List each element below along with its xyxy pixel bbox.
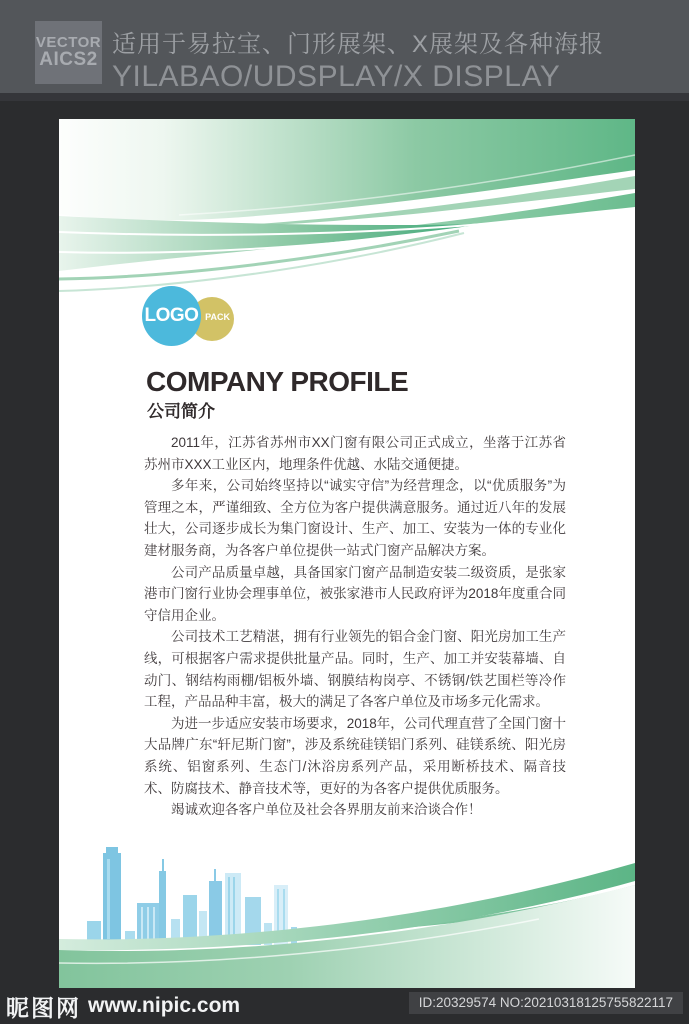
header-title-chinese: 适用于易拉宝、门形展架、X展架及各种海报 xyxy=(112,31,605,58)
header-text-block xyxy=(112,24,604,94)
paragraph: 公司产品质量卓越，具备国家门窗产品制造安装二级资质，是张家港市门窗行业协会理事单位，被张家港市人民政府评为2018年度重合同守信用企业。 xyxy=(144,564,566,623)
paragraph: 公司技术工艺精湛，拥有行业领先的铝合金门窗、阳光房加工生产线，可根据客户需求提供批量产品。同时，生产、加工并安装幕墙、自动门、钢结构雨棚/铝板外墙、钢膜结构岗亭、不锈钢/铁艺围栏等冷作工程，产品品种丰富，极大的满足了各客户单位及市场多元化需求。 xyxy=(144,629,566,710)
paragraph: 2011年，江苏省苏州市XX门窗有限公司正式成立，坐落于江苏省苏州市XXX工业区内，地理条件优越、水陆交通便捷。 xyxy=(144,435,566,472)
city-skyline-wave-decoration xyxy=(59,823,635,988)
logo-main-label: LOGO xyxy=(144,305,199,326)
image-id-badge: ID:20329574 NO:20210318125755822117 xyxy=(409,992,683,1014)
paragraph: 竭诚欢迎各客户单位及社会各界朋友前来洽谈合作！ xyxy=(171,802,482,818)
city-skyline xyxy=(87,847,297,945)
page-title: COMPANY PROFILE xyxy=(146,366,409,397)
paragraph: 多年来，公司始终坚持以“诚实守信”为经营理念，以“优质服务”为管理之本，严谨细致、全方位为客户提供满意服务。通过近八年的发展壮大，公司逐步成长为集门窗设计、生产、加工、安装为一体的专业化建材服务商，为各客户单位提供一站式门窗产品解决方案。 xyxy=(144,478,566,558)
watermark-bar xyxy=(0,988,689,1024)
logo xyxy=(142,286,262,348)
badge-line1: VECTOR xyxy=(35,33,102,51)
site-header xyxy=(0,0,689,101)
nipic-logo: 昵图网 xyxy=(6,994,81,1021)
page-subtitle: 公司简介 xyxy=(147,402,215,421)
badge-line2: AICS2 xyxy=(39,49,98,71)
vector-format-badge xyxy=(35,21,102,84)
nipic-url: www.nipic.com xyxy=(88,994,241,1017)
paragraph: 为进一步适应安装市场要求，2018年，公司代理直营了全国门窗十大品牌广东“轩尼斯门窗”，涉及系统硅镁铝门系列、硅镁系统、阳光房系统、铝窗系列、生态门/沐浴房系列产品，采用断桥技术、隔音技术、防腐技术、静音技术等，更好的为各客户提供优质服务。 xyxy=(144,715,566,796)
logo-main-circle xyxy=(142,286,201,346)
header-title-english: YILABAO/UDSPLAY/X DISPLAY xyxy=(112,60,561,93)
poster-page xyxy=(59,119,635,988)
company-profile-text xyxy=(144,432,566,821)
logo-pack-label: PACK xyxy=(205,312,230,322)
